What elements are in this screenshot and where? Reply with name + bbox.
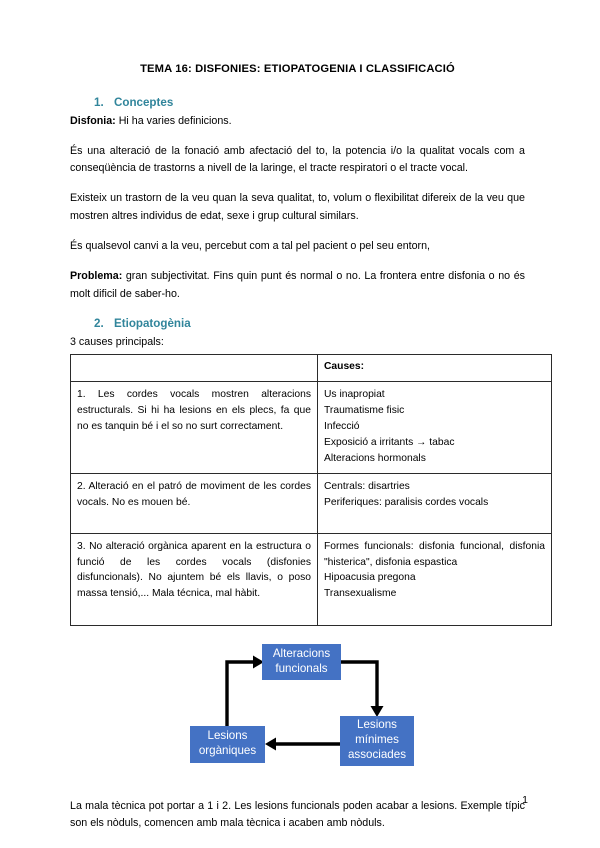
cause-item: Traumatisme fisic [324,404,405,416]
diagram-box-line: Lesions [357,718,397,732]
section-title-1: Conceptes [114,95,174,109]
table-row [71,533,552,625]
cause-item: Hipoacusia pregona [324,572,416,584]
section-heading-conceptes [70,95,525,111]
section-number-2: 2. [94,316,104,330]
paragraph-definition-2: Existeix un trastorn de la veu quan la seva qualitat, to, volum o flexibilitat difereix de la veu que mostren altres individus de edat, sexe i grup cultural similars. [70,192,525,222]
arrow-organiques-to-alteracions [227,655,264,726]
cause-item: Formes funcionals: disfonia funcional, disfonia "histerica", disfonia espastica [324,540,545,568]
paragraph-definition-1: És una alteració de la fonació amb afectació del to, la potencia i/o la qualitat vocals com a conseqüència de trastorns a nivell de la laringe, el tracte respiratori o el tracte vocal. [70,144,525,174]
table-cell-description-1: 1. Les cordes vocals mostren alteracions estructurals. Si hi ha lesions en els plecs, fa que no es tanquin bé i el so no surt correctament. [77,388,311,432]
paragraph-definition-3: És qualsevol canvi a la veu, percebut com a tal pel pacient o pel seu entorn, [70,239,431,252]
causes-intro-text: 3 causes principals: [70,336,164,349]
cause-item: Transexualisme [324,588,397,600]
document-content [70,62,545,845]
page-title: TEMA 16: DISFONIES: ETIOPATOGENIA I CLASSIFICACIÓ [140,63,455,75]
diagram-box-alteracions-funcionals[interactable] [262,644,341,680]
table-header-row [71,354,552,381]
table-row [71,473,552,533]
disfonia-text: Hi ha varies definicions. [115,115,232,128]
causes-table [70,354,552,626]
table-cell-description-3: 3. No alteració orgànica aparent en la estructura o funció de les cordes vocals (disfonies disfuncionals). No ajuntem bé els llavis, o poso massa tensió,... Mala técnica, mal hàbit. [77,540,311,600]
cause-item: Infecció [324,420,360,432]
page-number: 1 [522,794,528,806]
closing-paragraph: La mala tècnica pot portar a 1 i 2. Les lesions funcionals poden acabar a lesions. Exemple típic son els nòduls, comencen amb mala tècnica i acaben amb nòduls. [70,799,525,829]
table-cell-description-2: 2. Alteració en el patró de moviment de les cordes vocals. No es mouen bé. [77,480,311,508]
cause-item: Centrals: disartries [324,480,410,492]
table-header-causes: Causes: [318,354,552,381]
diagram-box-line: Lesions [207,729,248,743]
diagram-box-line: funcionals [275,661,328,675]
cause-item: Us inapropiat [324,388,385,400]
cause-item: Alteracions hormonals [324,452,426,464]
section-title-2: Etiopatogènia [114,316,191,330]
cause-item: Exposició a irritants → tabac [324,436,455,448]
section-heading-etiopatogenia [70,316,525,332]
diagram-box-line: mínimes [355,733,399,747]
table-header-empty [71,354,318,381]
problema-text: gran subjectivitat. Fins quin punt és normal o no. La frontera entre disfonia o no és molt dificil de saber-ho. [70,270,525,300]
cause-item: Periferiques: paralisis cordes vocals [324,496,489,508]
diagram-box-lesions-organiques[interactable] [190,726,265,763]
table-cell-causes-3 [318,533,552,625]
disfonia-definition-line [70,113,525,130]
disfonia-label: Disfonia: [70,115,116,128]
problema-label: Problema: [70,270,123,283]
arrow-minimes-to-organiques [265,737,340,750]
diagram-box-line: orgàniques [198,744,257,758]
section-number-1: 1. [94,95,104,109]
table-cell-causes-2 [318,473,552,533]
diagram-box-line: associades [347,747,406,761]
diagram-box-lesions-minimes-associades[interactable] [340,716,414,766]
cycle-diagram [70,640,525,788]
paragraph-problema [70,268,525,303]
diagram-box-line: Alteracions [272,646,331,660]
table-cell-causes-1 [318,381,552,473]
arrow-alteracions-to-minimes [341,662,384,717]
table-row [71,381,552,473]
